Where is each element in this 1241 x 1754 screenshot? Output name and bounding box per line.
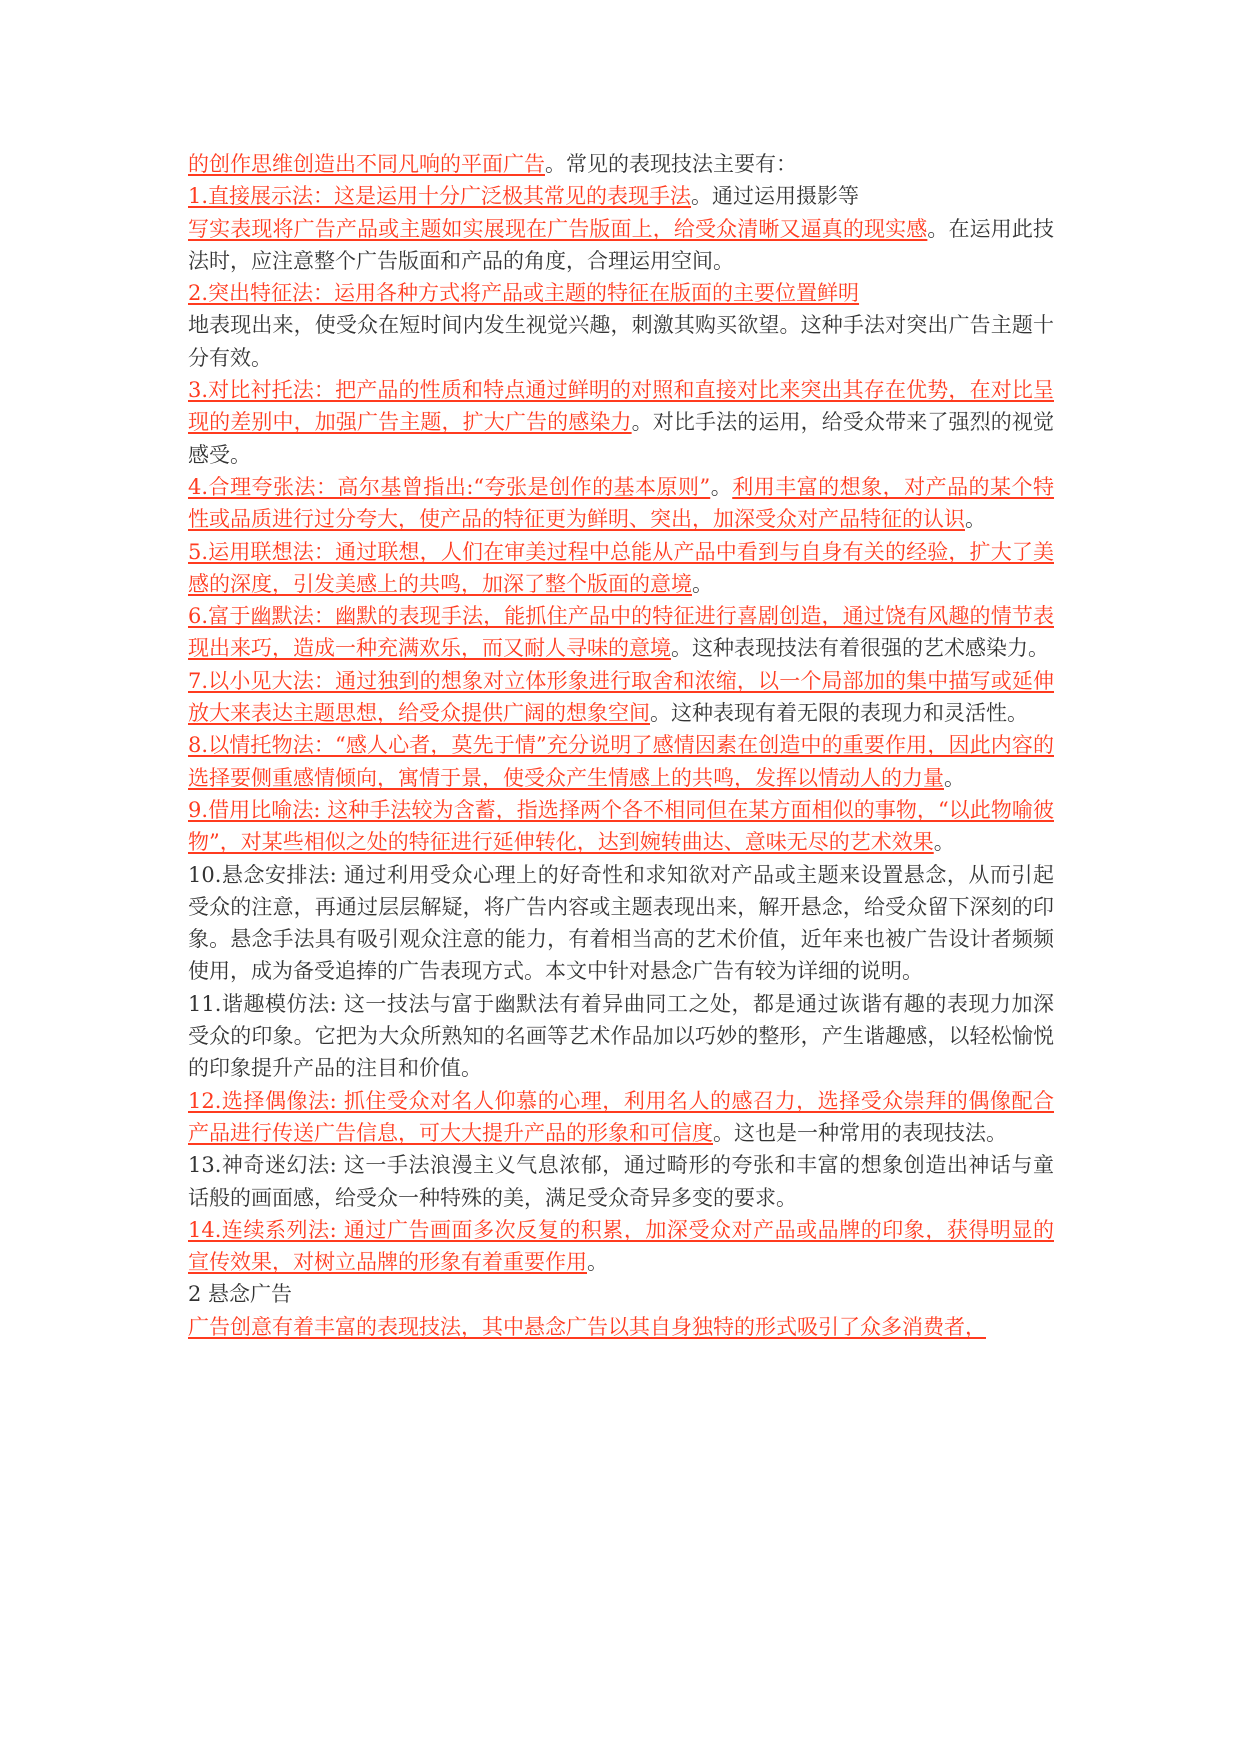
highlighted-text: 6.富于幽默法：幽默的表现手法，能抓住产品中的特征进行喜剧创造，通过饶有风趣的情节表现出来巧，造成一种充满欢乐，而又耐人寻味的意境 [188,604,1054,661]
highlighted-text: 9.借用比喻法: 这种手法较为含蓄，指选择两个各不相同但在某方面相似的事物，“以此物喻彼物”，对某些相似之处的特征进行延伸转化，达到婉转曲达、意味无尽的艺术效果 [188,797,1054,855]
highlighted-text: 4.合理夸张法：高尔基曾指出:“夸张是创作的基本原则” [188,474,711,499]
paragraph [188,794,1054,859]
highlighted-text: 12.选择偶像法: 抓住受众对名人仰慕的心理，利用名人的感召力，选择受众崇拜的偶像配合产品进行传送广告信息，可大大提升产品的形象和可信度 [188,1088,1054,1145]
body-text: 13.神奇迷幻法: 这一手法浪漫主义气息浓郁，通过畸形的夸张和丰富的想象创造出神话与童话般的画面感，给受众一种特殊的美，满足受众奇异多变的要求。 [188,1153,1054,1210]
paragraph [188,471,1054,536]
paragraph [188,729,1054,794]
paragraph [188,374,1054,471]
body-text: 。通过运用摄影等 [691,184,860,209]
paragraph [188,988,1054,1085]
paragraph [188,148,1054,180]
paragraph [188,1278,1054,1310]
body-text: 。 [692,571,713,596]
body-text: 。常见的表现技法主要有： [545,152,797,176]
highlighted-text: 1.直接展示法：这是运用十分广泛极其常见的表现手法 [188,184,692,209]
highlighted-text: 写实表现将广告产品或主题如实展现在广告版面上，给受众清晰又逼真的现实感 [188,216,928,241]
paragraph [188,600,1054,665]
body-text: 。 [933,830,955,855]
body-text: 。 [965,507,986,532]
paragraph [188,1214,1054,1279]
paragraph [188,277,1054,309]
body-text: 。在运用此技法时，应注意整个广告版面和产品的角度，合理运用空间。 [188,216,1054,273]
paragraph [188,1149,1054,1214]
highlighted-text: 7.以小见大法：通过独到的想象对立体形象进行取舍和浓缩，以一个局部加的集中描写或延伸放大来表达主题思想，给受众提供广阔的想象空间 [188,668,1054,726]
paragraph [188,859,1054,988]
highlighted-text: 3.对比衬托法：把产品的性质和特点通过鲜明的对照和直接对比来突出其存在优势，在对比呈现的差别中，加强广告主题，扩大广告的感染力 [188,378,1054,435]
body-text: 2 悬念广告 [188,1282,293,1307]
body-text: 。对比手法的运用，给受众带来了强烈的视觉感受。 [188,410,1054,467]
body-text: 10.悬念安排法: 通过利用受众心理上的好奇性和求知欲对产品或主题来设置悬念，从而引起受众的注意，再通过层层解疑，将广告内容或主题表现出来，解开悬念，给受众留下深刻的印象。悬念手法具有吸引观众注意的能力，有着相当高的艺术价值，近年来也被广告设计者频频使用，成为备受追捧的广告表现方式。本文中针对悬念广告有较为详细的说明。 [188,862,1054,984]
body-text: 。这种表现有着无限的表现力和灵活性。 [650,701,1028,726]
paragraph [188,213,1054,278]
body-text: 。 [944,765,965,790]
paragraph [188,665,1054,730]
highlighted-text: 广告创意有着丰富的表现技法，其中悬念广告以其自身独特的形式吸引了众多消费者， [188,1314,986,1339]
highlighted-text: 的创作思维创造出不同凡响的平面广告 [188,152,545,176]
highlighted-text: 14.连续系列法: 通过广告画面多次反复的积累，加深受众对产品或品牌的印象，获得明显的宣传效果，对树立品牌的形象有着重要作用 [188,1217,1054,1275]
body-text: 地表现出来，使受众在短时间内发生视觉兴趣，刺激其购买欲望。这种手法对突出广告主题十分有效。 [188,313,1054,370]
highlighted-text: 5.运用联想法：通过联想，人们在审美过程中总能从产品中看到与自身有关的经验，扩大了美感的深度，引发美感上的共鸣，加深了整个版面的意境 [188,539,1054,596]
paragraph [188,536,1054,601]
paragraph [188,309,1054,374]
highlighted-text: 8.以情托物法：“感人心者，莫先于情”充分说明了感情因素在创造中的重要作用，因此内容的选择要侧重感情倾向，寓情于景，使受众产生情感上的共鸣，发挥以情动人的力量 [188,733,1054,790]
body-text: 。这种表现技法有着很强的艺术感染力。 [671,636,1049,661]
document-body [188,148,1054,1343]
paragraph [188,180,1054,212]
body-text: 。 [710,474,733,499]
body-text: 。 [587,1250,608,1275]
highlighted-text: 利用丰富的想象，对产品的某个特性或品质进行过分夸大，使产品的特征更为鲜明、突出，加深受众对产品特征的认识 [188,474,1055,532]
body-text: 11.谐趣模仿法: 这一技法与富于幽默法有着异曲同工之处，都是通过诙谐有趣的表现力加深受众的印象。它把为大众所熟知的名画等艺术作品加以巧妙的整形，产生谐趣感，以轻松愉悦的印象提升产品的注目和价值。 [188,991,1054,1081]
paragraph [188,1311,1054,1343]
paragraph [188,1085,1054,1150]
highlighted-text: 2.突出特征法：运用各种方式将产品或主题的特征在版面的主要位置鲜明 [188,281,860,306]
body-text: 。这也是一种常用的表现技法。 [713,1120,1007,1145]
